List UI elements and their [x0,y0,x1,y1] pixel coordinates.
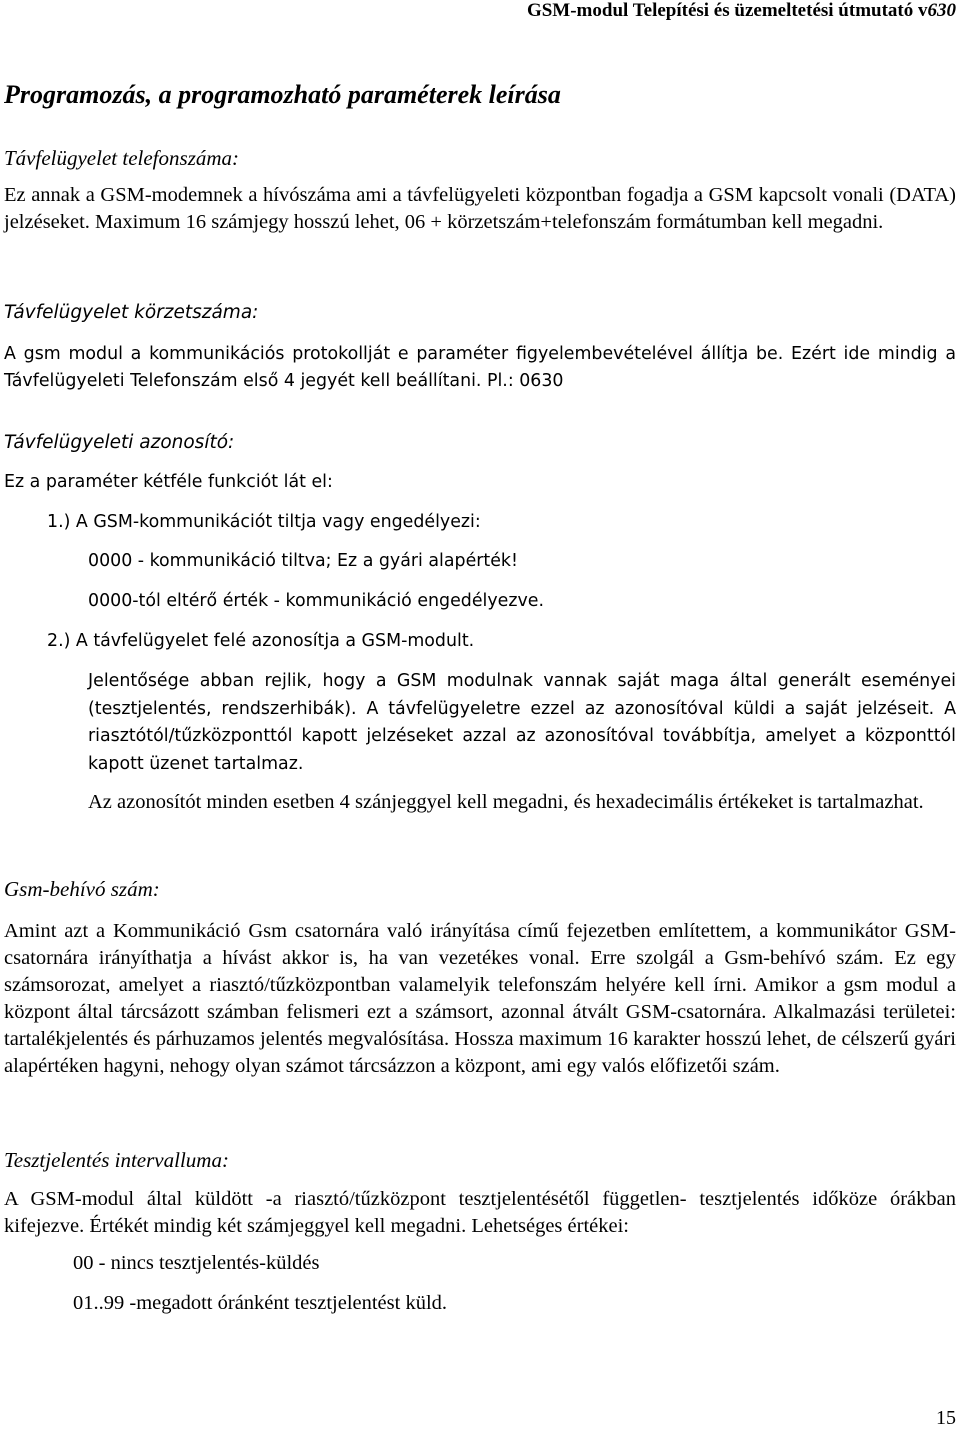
identifier-item-2-text: Jelentősége abban rejlik, hogy a GSM modulnak vannak saját maga által generált eseményei (tesztjelentés, rendszerhibák). A távfelügyeletre ezzel az azonosítóval küldi a saját jelzéseit. A riasztótól/tűzközponttól kapott jelzéseket azzal az azonosítóval továbbítja, amelyet a központtól kapott üzenet tartalmaz. [88,671,956,774]
page-number: 15 [936,1407,956,1429]
section-text-test: A GSM-modul által küldött -a riasztó/tűzközpont tesztjelentésétől független- tesztjelentés időköze órákban kifejezve. Értékét mindig két számjeggyel kell megadni. Lehetséges értékei: [4,1188,956,1237]
section-heading-phone: Távfelügyelet telefonszáma: [4,146,240,170]
section-text-phone: Ez annak a GSM-modemnek a hívószáma ami a távfelügyeleti központban fogadja a GSM kapcsolt vonali (DATA) jelzéseket. Maximum 16 számjegy hosszú lehet, 06 + körzetszám+telefonszám formátumban kell megadni. [4,184,956,233]
section-heading-callnum: Gsm-behívó szám: [4,877,160,901]
test-option-2: 01..99 -megadott óránként tesztjelentést küld. [73,1292,448,1314]
section-text-callnum: Amint azt a Kommunikáció Gsm csatornára való irányítása című fejezetben említettem, a kommunikátor GSM-csatornára irányíthatja a hívást akkor is, ha van vezetékes vonal. Erre szolgál a Gsm-behívó szám. Ez egy számsorozat, amelyet a riasztó/tűzközpontban valamelyik telefonszám helyére kell írni. Amikor a gsm modul a központ által tárcsázott számban felismeri ezt a számsort, azonnal átvált GSM-csatornára. Alkalmazási területei: tartalékjelentés és párhuzamos jelentés megvalósítása. Hossza maximum 16 karakter hosszú lehet, de célszerű gyári alapértéken hagyni, nehogy olyan számot tárcsázzon a központ, ami egy valós előfizetői szám. [4,920,956,1077]
header-version: 630 [927,0,956,21]
section-heading-area: Távfelügyelet körzetszáma: [4,302,259,323]
header-title: GSM-modul Telepítési és üzemeltetési útmutató v [526,0,928,21]
running-header [527,0,956,22]
identifier-item-1: 1.) A GSM-kommunikációt tiltja vagy engedélyezi: [47,512,481,532]
identifier-intro: Ez a paraméter kétféle funkciót lát el: [4,472,333,492]
identifier-item-2-note: Az azonosítót minden esetben 4 szánjeggyel kell megadni, és hexadecimális értékeket is tartalmazhat. [88,791,924,813]
identifier-item-1-option-a: 0000 - kommunikáció tiltva; Ez a gyári alapérték! [88,551,518,571]
section-heading-identifier: Távfelügyeleti azonosító: [4,432,235,453]
test-option-1: 00 - nincs tesztjelentés-küldés [73,1252,320,1274]
identifier-item-2: 2.) A távfelügyelet felé azonosítja a GSM-modult. [47,631,475,651]
section-heading-test: Tesztjelentés intervalluma: [4,1148,229,1172]
section-text-area: A gsm modul a kommunikációs protokollját e paraméter figyelembevételével állítja be. Ezért ide mindig a Távfelügyeleti Telefonszám első 4 jegyét kell beállítani. Pl.: 0630 [4,344,956,391]
identifier-item-1-option-b: 0000-tól eltérő érték - kommunikáció engedélyezve. [88,591,544,611]
page-title: Programozás, a programozható paraméterek leírása [4,80,561,109]
